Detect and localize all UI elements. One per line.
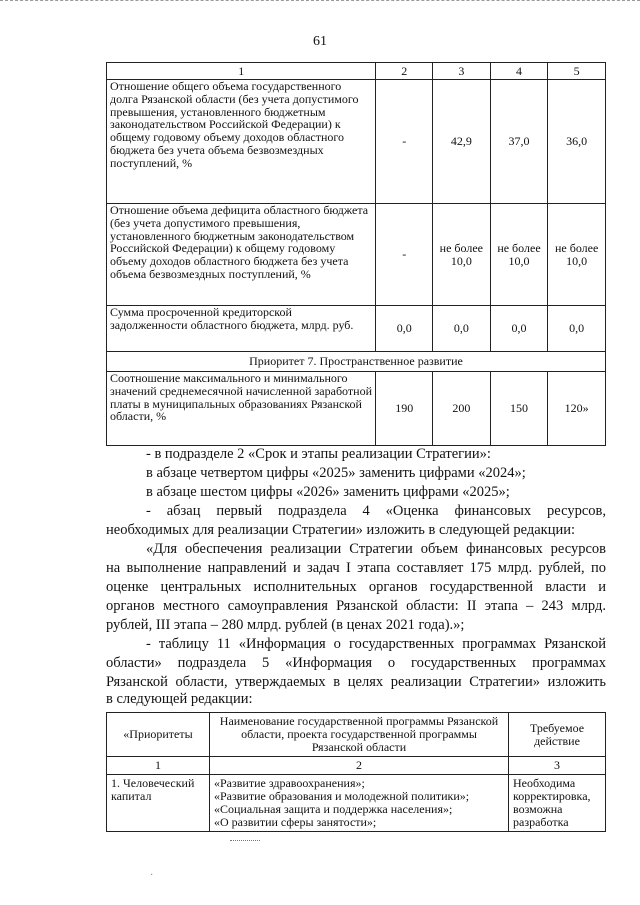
col-number: 2 <box>210 757 509 775</box>
priority-name: 1. Человеческий капитал <box>107 775 210 832</box>
cell-value: 42,9 <box>433 80 491 204</box>
cell-value: 37,0 <box>490 80 548 204</box>
quote-line: «Для обеспечения реализации Стратегии объем финансовых ресурсов <box>146 541 606 557</box>
text-line: области» подраздела 5 «Информация о государственных программах <box>106 655 606 671</box>
cell-value: 0,0 <box>376 306 433 352</box>
priority-title: Приоритет 7. Пространственное развитие <box>107 352 606 372</box>
col-header-3: 3 <box>433 63 491 80</box>
row-label: Отношение объема дефицита областного бюджета (без учета допустимого превышения, установленного бюджетным законодательством Российской Федерации) к общему годовому объему доходов областного бюджета без учета объема безвозмездных поступлений, % <box>107 204 376 306</box>
col-header-action: Требуемое действие <box>509 713 606 757</box>
row-label: Отношение общего объема государственного долга Рязанской области (без учета допустимого превышения, установленного бюджетным законодательством Российской Федерации) к общему годовому объему доходов областного бюджета без учета объема безвозмездных поступлений, % <box>107 80 376 204</box>
col-number: 3 <box>509 757 606 775</box>
cell-value: - <box>376 204 433 306</box>
scan-mark: · <box>150 870 154 881</box>
indicators-table <box>106 62 606 446</box>
row-label: Соотношение максимального и минимального значений среднемесячной начисленной заработной платы в муниципальных образованиях Рязанской области, % <box>107 372 376 446</box>
table-row <box>107 204 606 306</box>
priority-row <box>107 352 606 372</box>
table-row <box>107 80 606 204</box>
program-item: «Социальная защита и поддержка населения»; <box>214 802 453 816</box>
text-line: Рязанской области, утверждаемых в целях реализации Стратегии» изложить <box>106 674 606 690</box>
table-row <box>107 775 606 832</box>
table-header-row <box>107 63 606 80</box>
text-line: - абзац первый подраздела 4 «Оценка финансовых ресурсов, <box>146 503 606 519</box>
text-line: в абзаце шестом цифры «2026» заменить цифрами «2025»; <box>146 484 510 500</box>
program-item: «Развитие образования и молодежной политики»; <box>214 789 470 803</box>
cell-value: 0,0 <box>490 306 548 352</box>
cell-value: - <box>376 80 433 204</box>
page-number: 61 <box>313 34 327 49</box>
program-list <box>210 775 509 832</box>
table-header-row <box>107 713 606 757</box>
cell-value: 200 <box>433 372 491 446</box>
text-line: - в подразделе 2 «Срок и этапы реализации Стратегии»: <box>146 446 491 462</box>
table-number-row <box>107 757 606 775</box>
cell-value: не более 10,0 <box>433 204 491 306</box>
scan-mark <box>230 840 260 845</box>
row-label: Сумма просроченной кредиторской задолженности областного бюджета, млрд. руб. <box>107 306 376 352</box>
program-item: «О развитии сферы занятости»; <box>214 815 377 829</box>
text-line: - таблицу 11 «Информация о государственных программах Рязанской <box>146 636 606 652</box>
programs-table <box>106 712 606 832</box>
cell-value: 120» <box>548 372 606 446</box>
col-number: 1 <box>107 757 210 775</box>
cell-value: не более 10,0 <box>548 204 606 306</box>
text-line: в следующей редакции: <box>106 691 253 707</box>
program-item: «Развитие здравоохранения»; <box>214 776 365 790</box>
table-row <box>107 306 606 352</box>
col-header-2: 2 <box>376 63 433 80</box>
cell-value: 150 <box>490 372 548 446</box>
scan-top-edge <box>0 0 640 1</box>
text-line: необходимых для реализации Стратегии» изложить в следующей редакции: <box>106 522 576 538</box>
required-action: Необходима корректировка, возможна разработка <box>509 775 606 832</box>
col-header-5: 5 <box>548 63 606 80</box>
cell-value: 0,0 <box>433 306 491 352</box>
quote-line: рублей, III этапа – 280 млрд. рублей (в ценах 2021 года).»; <box>106 617 465 633</box>
cell-value: 0,0 <box>548 306 606 352</box>
col-header-priorities: «Приоритеты <box>107 713 210 757</box>
col-header-1: 1 <box>107 63 376 80</box>
text-line: в абзаце четвертом цифры «2025» заменить цифрами «2024»; <box>146 465 526 481</box>
cell-value: 190 <box>376 372 433 446</box>
quote-line: на выполнение направлений и задач I этапа составляет 175 млрд. рублей, по <box>106 560 606 576</box>
cell-value: 36,0 <box>548 80 606 204</box>
quote-line: органов местного самоуправления Рязанской области: II этапа – 243 млрд. <box>106 598 606 614</box>
col-header-program: Наименование государственной программы Рязанской области, проекта государственной программы Рязанской области <box>210 713 509 757</box>
cell-value: не более 10,0 <box>490 204 548 306</box>
table-row <box>107 372 606 446</box>
col-header-4: 4 <box>490 63 548 80</box>
quote-line: оценке центральных исполнительных органов государственной власти и <box>106 579 606 595</box>
